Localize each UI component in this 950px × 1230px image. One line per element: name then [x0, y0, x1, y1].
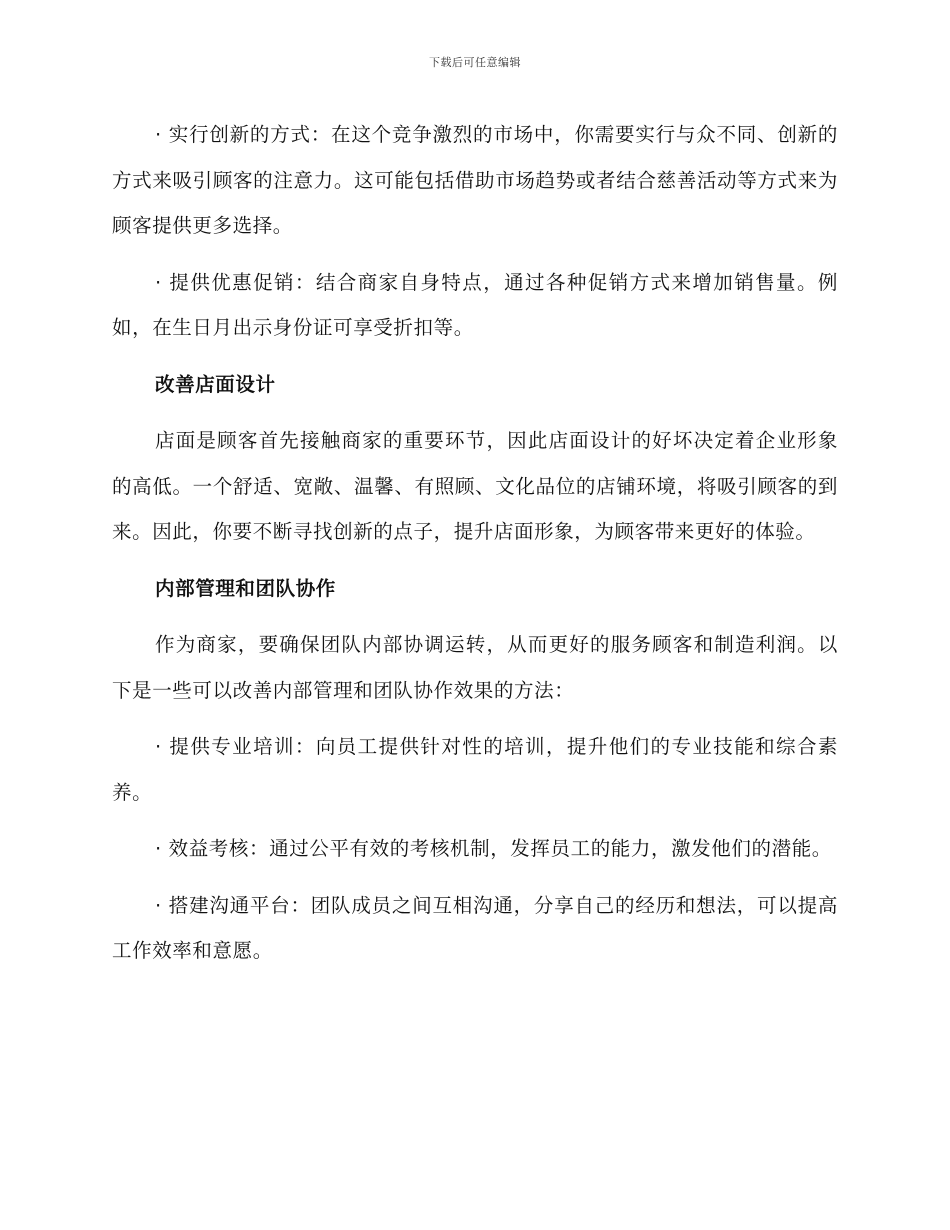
- paragraph-assessment: · 效益考核：通过公平有效的考核机制，发挥员工的能力，激发他们的潜能。: [155, 837, 832, 860]
- header-note: 下载后可任意编辑: [429, 56, 521, 69]
- document-body: [112, 112, 838, 985]
- paragraph-innovation: · 实行创新的方式：在这个竞争激烈的市场中，你需要实行与众不同、创新的方式来吸引顾客的注意力。这可能包括借助市场趋势或者结合慈善活动等方式来为顾客提供更多选择。: [112, 123, 838, 237]
- section-heading-store-design: 改善店面设计: [155, 372, 276, 396]
- paragraph-store-design: 店面是顾客首先接触商家的重要环节，因此店面设计的好坏决定着企业形象的高低。一个舒适、宽敞、温馨、有照顾、文化品位的店铺环境，将吸引顾客的到来。因此，你要不断寻找创新的点子，提升店面形象，为顾客带来更好的体验。: [112, 429, 838, 543]
- paragraph-promotion: · 提供优惠促销：结合商家自身特点，通过各种促销方式来增加销售量。例如，在生日月出示身份证可享受折扣等。: [112, 270, 838, 339]
- paragraph-training: · 提供专业培训：向员工提供针对性的培训，提升他们的专业技能和综合素养。: [112, 735, 838, 804]
- section-heading-management: 内部管理和团队协作: [155, 576, 336, 600]
- paragraph-communication: · 搭建沟通平台：团队成员之间互相沟通，分享自己的经历和想法，可以提高工作效率和意愿。: [112, 893, 838, 962]
- paragraph-management-intro: 作为商家，要确保团队内部协调运转，从而更好的服务顾客和制造利润。以下是一些可以改善内部管理和团队协作效果的方法：: [112, 633, 838, 702]
